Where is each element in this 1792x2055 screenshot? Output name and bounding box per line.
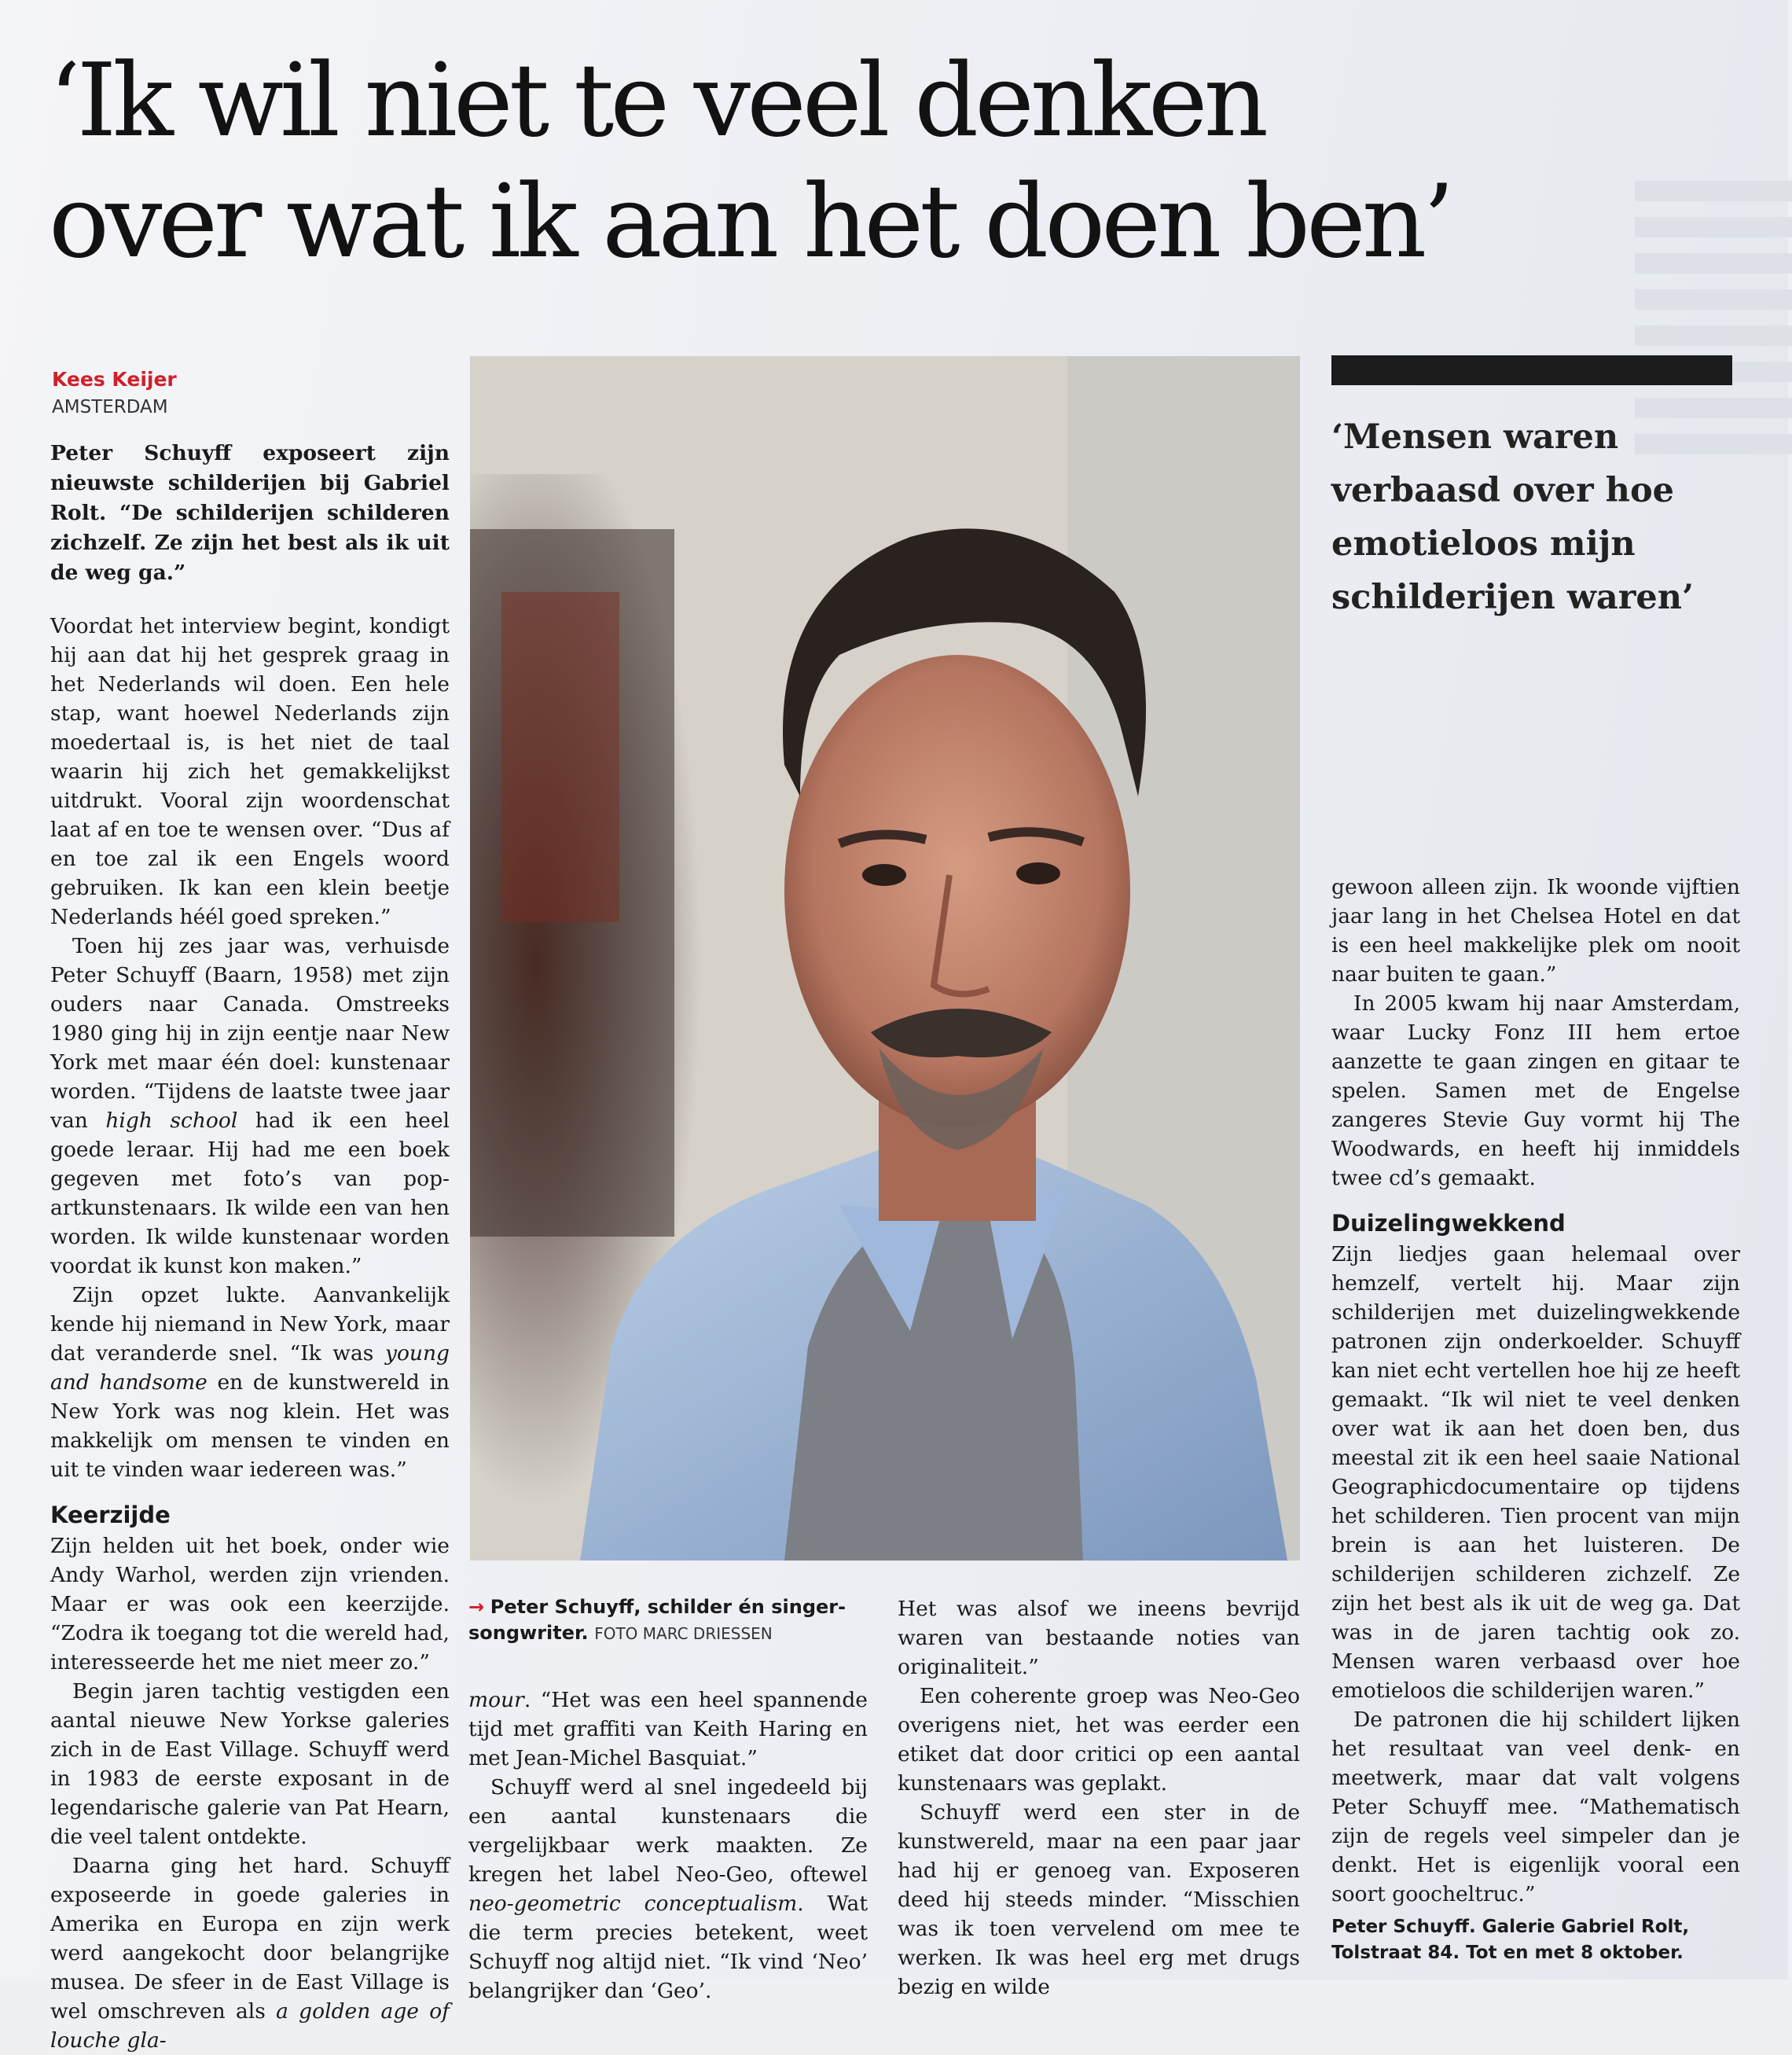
paragraph: Begin jaren tachtig vestigden een aantal nieuwe New Yorkse galeries zich in de East Village. Schuyff werd in 1983 de eerste exposant in de legendarische galerie van Pat Hearn, die veel talent ontdekte. xyxy=(50,1679,450,1849)
subheading-duizelingwekkend: Duizelingwekkend xyxy=(1331,1210,1566,1237)
pullquote: ‘Mensen waren verbaasd over hoe emotieloos mijn schilderijen waren’ xyxy=(1331,417,1695,617)
article-column-1 xyxy=(50,439,450,2053)
paragraph: Zijn helden uit het boek, onder wie Andy Warhol, werden zijn vrienden. Maar er was ook een keerzijde. “Zodra ik toegang tot die wereld had, interesseerde het me niet meer zo.” xyxy=(50,1534,450,1675)
caption-title: Peter Schuyff, schilder én singer-songwriter. xyxy=(468,1596,846,1644)
paragraph: Toen hij zes jaar was, verhuisde Peter Schuyff (Baarn, 1958) met zijn ouders naar Canada. Omstreeks 1980 ging hij in zijn eentje naar New York met maar één doel: kunstenaar worden. “Tijdens de laatste twee jaar van high school had ik een heel goede leraar. Hij had me een boek gegeven met foto’s van pop-artkunstenaars. Ik wilde een van hen worden. Ik wilde kunstenaar worden voordat ik kunst kon maken.” xyxy=(50,934,450,1278)
paragraph: Het was alsof we ineens bevrijd waren van bestaande noties van originaliteit.” xyxy=(898,1597,1300,1679)
subheading-keerzijde: Keerzijde xyxy=(50,1502,171,1528)
paragraph: mour. “Het was een heel spannende tijd met graffiti van Keith Haring en met Jean-Michel Basquiat.” xyxy=(468,1688,868,1770)
paragraph: Zijn opzet lukte. Aanvankelijk kende hij niemand in New York, maar dat veranderde snel. “Ik was young and handsome en de kunstwereld in New York was nog klein. Het was makkelijk om mensen te vinden en uit te vinden waar iedereen was.” xyxy=(50,1283,450,1482)
paragraph: De patronen die hij schildert lijken het resultaat van veel denk- en meetwerk, maar dat valt volgens Peter Schuyff mee. “Mathematisch zijn de regels veel simpeler dan je denkt. Het is eigenlijk vooral een soort goocheltruc.” xyxy=(1331,1708,1740,1906)
paragraph: gewoon alleen zijn. Ik woonde vijftien jaar lang in het Chelsea Hotel en dat is een heel makkelijke plek om nooit naar buiten te gaan.” xyxy=(1331,875,1740,987)
article-column-2 xyxy=(468,1686,868,2003)
byline-location: AMSTERDAM xyxy=(52,397,168,417)
paragraph: Schuyff werd al snel ingedeeld bij een aantal kunstenaars die vergelijkbaar werk maakten. Ze kregen het label Neo-Geo, oftewel neo-geometric conceptualism. Wat die term precies betekent, weet Schuyff nog altijd niet. “Ik vind ‘Neo’ belangrijker dan ‘Geo’. xyxy=(468,1775,868,2003)
portrait-illustration xyxy=(470,356,1300,1561)
article-column-3 xyxy=(898,1594,1300,1999)
paragraph: Een coherente groep was Neo-Geo overigens niet, het was eerder een etiket dat door critici op een aantal kunstenaars was geplakt. xyxy=(898,1684,1300,1796)
paragraph: Zijn liedjes gaan helemaal over hemzelf, vertelt hij. Maar zijn schilderijen met duizelingwekkende patronen zijn onderkoelder. Schuyff kan niet echt vertellen hoe hij ze heeft gemaakt. “Ik wil niet te veel denken over wat ik aan het doen ben, dus meestal zit ik een heel saaie National Geographicdocumentaire op tijdens het schilderen. Tien procent van mijn brein is aan het luisteren. De schilderijen schilderen zichzelf. Ze zijn het best als ik uit de weg ga. Dat was in de jaren tachtig ook zo. Mensen waren verbaasd over hoe emotieloos die schilderijen waren.” xyxy=(1331,1242,1740,1703)
paragraph: Daarna ging het hard. Schuyff exposeerde in goede galeries in Amerika en Europa en zijn werk werd aangekocht door belangrijke musea. De sfeer in de East Village is wel omschreven als a golden age of louche gla- xyxy=(50,1854,450,2053)
headline xyxy=(49,41,1660,283)
article-lead: Peter Schuyff exposeert zijn nieuwste schilderijen bij Gabriel Rolt. “De schilderijen schilderen zichzelf. Ze zijn het best als ik uit de weg ga.” xyxy=(50,441,450,585)
paragraph: In 2005 kwam hij naar Amsterdam, waar Lucky Fonz III hem ertoe aanzette te gaan zingen en gitaar te spelen. Samen met de Engelse zangeres Stevie Guy vormt hij The Woodwards, en heeft hij inmiddels twee cd’s gemaakt. xyxy=(1331,991,1740,1190)
photo-caption xyxy=(468,1594,868,1647)
article-column-4 xyxy=(1331,873,1740,1906)
headline-line-2: over wat ik aan het doen ben’ xyxy=(49,164,1451,281)
exhibition-info: Peter Schuyff. Galerie Gabriel Rolt, Tolstraat 84. Tot en met 8 oktober. xyxy=(1331,1917,1690,1963)
paragraph: Voordat het interview begint, kondigt hij aan dat hij het gesprek graag in het Nederlands wil doen. Een hele stap, want hoewel Nederlands zijn moedertaal is, is het niet de taal waarin hij zich het gemakkelijkst uitdrukt. Vooral zijn woordenschat laat af en toe te wensen over. “Dus af en toe zal ik een Engels woord gebruiken. Ik kan een klein beetje Nederlands héél goed spreken.” xyxy=(50,614,450,929)
portrait-photo xyxy=(470,356,1300,1561)
headline-line-1: ‘Ik wil niet te veel denken xyxy=(49,42,1265,160)
caption-arrow-icon: → xyxy=(468,1596,485,1618)
pullquote-bar xyxy=(1331,355,1732,385)
photo-credit: FOTO MARC DRIESSEN xyxy=(594,1624,773,1643)
paragraph: Schuyff werd een ster in de kunstwereld, maar na een paar jaar had hij er genoeg van. Exposeren deed hij steeds minder. “Misschien was ik toen vervelend om mee te werken. Ik was heel erg met drugs bezig en wilde xyxy=(898,1800,1300,1999)
byline-author: Kees Keijer xyxy=(52,368,177,391)
